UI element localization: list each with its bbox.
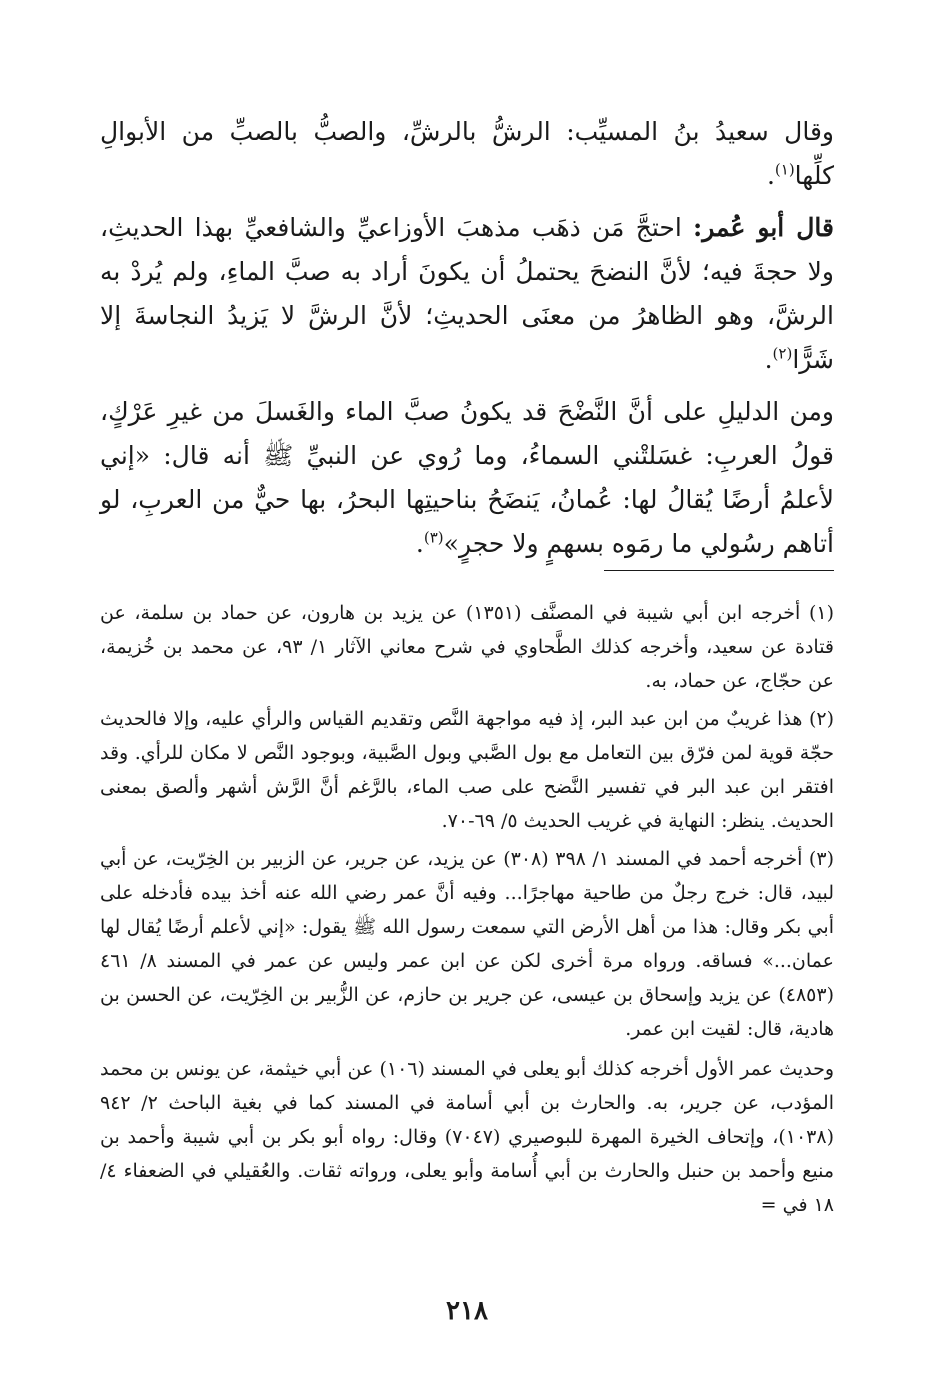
paragraph-3-end: . (415, 529, 424, 558)
footnote-1-text: أخرجه ابن أبي شيبة في المصنَّف (١٣٥١) عن يزيد بن هارون، عن حماد بن سلمة، عن قتادة عن سعيد، وأخرجه كذلك الطَّحاوي في شرح معاني الآثار ١/ ٩٣، عن محمد بن خُزيمة، عن حجّاج، عن حماد، به. (100, 602, 835, 692)
footnote-ref-3[interactable]: (٣) (423, 528, 444, 547)
footnotes (100, 596, 834, 1222)
footnote-divider (604, 570, 834, 571)
paragraph-3 (100, 390, 834, 566)
page-number: ٢١٨ (446, 1296, 488, 1326)
footnote-1-number: (١) (808, 602, 834, 624)
footnote-1 (100, 596, 834, 698)
paragraph-2-end: . (764, 345, 773, 374)
paragraph-2-text: احتجَّ مَن ذهَب مذهبَ الأوزاعيِّ والشافعيِّ بهذا الحديثِ، ولا حجةَ فيه؛ لأنَّ النضحَ يحتملُ أن يكونَ أراد به صبَّ الماءِ، ولم يُردْ به الرشَّ، وهو الظاهرُ من معنَى الحديثِ؛ لأنَّ الرشَّ لا يَزيدُ النجاسةَ إلا شَرًّا (100, 213, 834, 374)
paragraph-1 (100, 110, 834, 198)
footnote-3 (100, 842, 834, 1046)
footnote-2-text: هذا غريبٌ من ابن عبد البر، إذ فيه مواجهة النَّص وتقديم القياس والرأي عليه، وإلا فالحديث حجّة قوية لمن فرّق بين التعامل مع بول الصَّبي وبول الصَّبية، وبوجود النَّص لا مكان للرأي. وقد افتقر ابن عبد البر في تفسير النَّضح على صب الماء، بالرَّغم أنَّ الرَّش أشهر وألصق بمعنى الحديث. ينظر: النهاية في غريب الحديث ٥/ ٦٩-٧٠. (100, 708, 834, 832)
paragraph-3-text: ومن الدليلِ على أنَّ النَّضْحَ قد يكونُ صبَّ الماء والغَسلَ من غيرِ عَرْكٍ، قولُ العربِ: غسَلتْني السماءُ، وما رُوي عن النبيِّ ﷺ أنه قال: «إني لأعلمُ أرضًا يُقالُ لها: عُمانُ، يَنضَحُ بناحيتِها البحرُ، بها حيٌّ من العربِ، لو أتاهم رسُولي ما رمَوه بسهمٍ ولا حجرٍ» (100, 397, 834, 558)
footnote-continuation: وحديث عمر الأول أخرجه كذلك أبو يعلى في المسند (١٠٦) عن أبي خيثمة، عن يونس بن محمد المؤدب، عن جرير، به. والحارث بن أبي أسامة في المسند كما في بغية الباحث ٢/ ٩٤٢ (١٠٣٨)، وإتحاف الخيرة المهرة للبوصيري (٧٠٤٧) وقال: رواه أبو بكر بن أبي شيبة وأحمد بن منيع وأحمد بن حنبل والحارث بن أبي أُسامة وأبو يعلى، ورواته ثقات. والعُقيلي في الضعفاء ٤/ ١٨ في = (100, 1058, 835, 1216)
footnote-ref-2[interactable]: (٢) (772, 344, 793, 363)
paragraph-1-text: وقال سعيدُ بنُ المسيِّب: الرشُّ بالرشِّ، والصبُّ بالصبِّ من الأبوالِ كلِّها (100, 117, 834, 190)
main-text (100, 110, 834, 574)
paragraph-1-end: . (766, 161, 775, 190)
paragraph-2 (100, 206, 834, 382)
footnote-3-number: (٣) (808, 848, 834, 870)
footnote-ref-1[interactable]: (١) (774, 160, 795, 179)
footnote-3-text: أخرجه أحمد في المسند ١/ ٣٩٨ (٣٠٨) عن يزيد، عن جرير، عن الزبير بن الخِرّيت، عن أبي لبيد، قال: خرج رجلٌ من طاحية مهاجرًا... وفيه أنَّ عمر رضي الله عنه أخذ بيده فأدخله على أبي بكر وقال: هذا من أهل الأرض التي سمعت رسول الله ﷺ يقول: «إني لأعلم أرضًا يُقال لها عمان...» فساقه. ورواه مرة أخرى لكن عن ابن عمر وليس عن عمر في المسند ٨/ ٤٦١ (٤٨٥٣) عن يزيد وإسحاق بن عيسى، عن جرير بن حازم، عن الزُّبير بن الخِرّيت، عن الحسن بن هادية، قال: لقيت ابن عمر. (100, 848, 834, 1040)
footnote-2-number: (٢) (808, 708, 834, 730)
paragraph-2-speaker: قال أبو عُمر: (693, 213, 834, 242)
footnote-2 (100, 702, 834, 838)
